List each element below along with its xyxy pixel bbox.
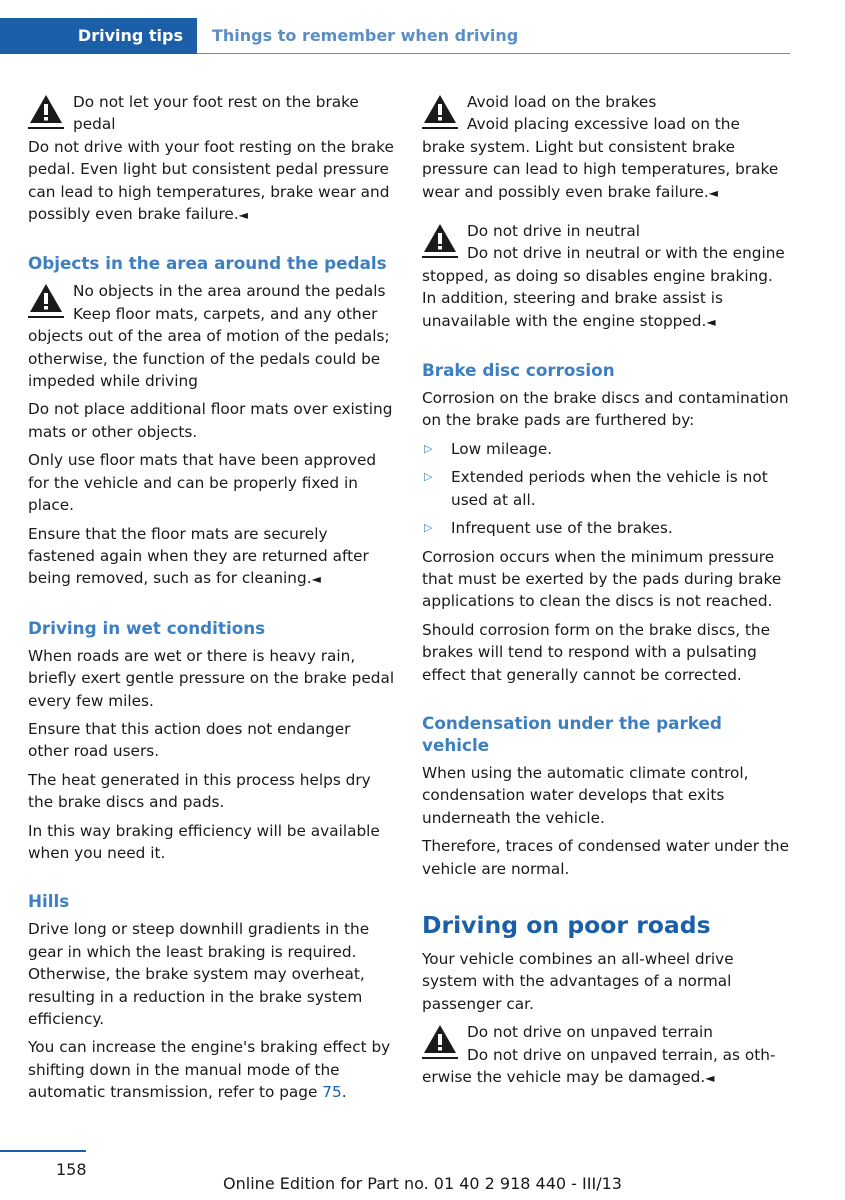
- warning-triangle-icon: [28, 282, 64, 320]
- warning-title: Do not drive in neutral: [467, 222, 641, 241]
- heading-wet-conditions: Driving in wet conditions: [28, 617, 266, 638]
- bullet-triangle-icon: ▷: [424, 521, 433, 535]
- warning-unpaved-terrain: [422, 1021, 790, 1089]
- section-tab: Driving tips: [0, 18, 197, 54]
- warning-foot-on-brake: [28, 91, 396, 226]
- list-item: [422, 466, 790, 511]
- warning-body: erwise the vehicle may be damaged.: [422, 1068, 706, 1086]
- paragraph: When using the automatic climate control, condensation water develops that exits underneath the vehicle.: [422, 763, 749, 827]
- list-item-text: Infrequent use of the brakes.: [451, 519, 673, 538]
- page-number: 158: [56, 1160, 87, 1179]
- end-mark: ◄: [311, 572, 321, 587]
- heading-condensation: Condensation under the parked vehicle: [422, 712, 722, 755]
- heading-driving-poor-roads: Driving on poor roads: [422, 910, 711, 939]
- warning-body: stopped, as doing so disables engine braking. In addition, steering and brake assist is unavailable with the engine stopped.: [422, 266, 773, 330]
- page-header: [0, 18, 790, 54]
- warning-lead: Avoid placing excessive load on the: [467, 115, 740, 134]
- bullet-triangle-icon: ▷: [424, 441, 433, 455]
- left-column: [28, 91, 396, 1110]
- paragraph: Your vehicle combines an all-wheel drive system with the advantages of a normal passenger car.: [422, 949, 734, 1013]
- paragraph: You can increase the engine's braking effect by shifting down in the manual mode of the automatic transmission, refer to page: [28, 1038, 391, 1102]
- paragraph: Ensure that the floor mats are securely fastened again when they are returned after being removed, such as for cleaning.: [28, 524, 369, 588]
- warning-body: Do not drive with your foot resting on the brake pedal. Even light but consistent pedal pressure can lead to high temperatures, brake wear and possibly even brake failure.: [28, 137, 394, 224]
- list-item-text: Low mileage.: [451, 439, 553, 458]
- paragraph: Should corrosion form on the brake discs, the brakes will tend to respond with a pulsating effect that generally cannot be corrected.: [422, 620, 771, 684]
- punctuation: .: [341, 1083, 347, 1102]
- edition-footer: Online Edition for Part no. 01 40 2 918 440 - III/13: [223, 1174, 622, 1193]
- warning-load-brakes: [422, 91, 790, 204]
- warning-triangle-icon: [422, 222, 458, 260]
- paragraph: In this way braking efficiency will be available when you need it.: [28, 821, 380, 862]
- warning-body: objects out of the area of motion of the pedals; otherwise, the function of the pedals could be impeded while driving: [28, 327, 390, 391]
- paragraph: Drive long or steep downhill gradients in the gear in which the least braking is required. Otherwise, the brake system may overheat, resulting in a reduction in the brake system efficiency.: [28, 920, 370, 1028]
- heading-brake-disc-corrosion: Brake disc corrosion: [422, 360, 615, 381]
- warning-lead: Do not drive on unpaved terrain, as oth-: [467, 1045, 776, 1064]
- warning-title: No objects in the area around the pedals: [73, 282, 386, 301]
- end-mark: ◄: [708, 185, 719, 200]
- paragraph: The heat generated in this process helps dry the brake discs and pads.: [28, 770, 371, 812]
- paragraph: Ensure that this action does not endanger other road users.: [28, 719, 351, 761]
- list-item: [422, 517, 790, 539]
- paragraph: When roads are wet or there is heavy rain, briefly exert gentle pressure on the brake pedal every few miles.: [28, 646, 395, 710]
- warning-objects-pedals: [28, 280, 396, 392]
- warning-title: Do not drive on unpaved terrain: [467, 1023, 713, 1042]
- subsection-title: Things to remember when driving: [212, 26, 519, 45]
- warning-triangle-icon: [422, 1023, 458, 1061]
- page-link-75[interactable]: 75: [322, 1083, 342, 1102]
- end-mark: ◄: [706, 314, 716, 329]
- end-mark: ◄: [238, 208, 248, 223]
- list-item: [422, 438, 790, 460]
- paragraph: Only use floor mats that have been approved for the vehicle and can be properly fixed in place.: [28, 451, 377, 515]
- warning-triangle-icon: [422, 93, 458, 131]
- list-item-text: Extended periods when the vehicle is not used at all.: [451, 468, 768, 509]
- paragraph: Corrosion on the brake discs and contamination on the brake pads are furthered by:: [422, 389, 789, 430]
- bullet-list: [422, 438, 790, 540]
- warning-body: brake system. Light but consistent brake pressure can lead to high temperatures, brake wear and possibly even brake failure.: [422, 137, 779, 201]
- end-mark: ◄: [705, 1071, 715, 1085]
- warning-triangle-icon: [28, 93, 64, 131]
- paragraph: Corrosion occurs when the minimum pressure that must be exerted by the pads during brake applications to clean the discs is not reached.: [422, 547, 782, 611]
- warning-title: Avoid load on the brakes: [467, 93, 657, 111]
- warning-lead: Keep floor mats, carpets, and any other: [73, 304, 378, 323]
- warning-title: Do not let your foot rest on the brake pedal: [73, 93, 359, 134]
- heading-pedals: Objects in the area around the pedals: [28, 253, 387, 274]
- footer-rule: [0, 1150, 86, 1152]
- header-rule: [197, 53, 790, 54]
- bullet-triangle-icon: ▷: [424, 470, 433, 484]
- heading-hills: Hills: [28, 891, 70, 912]
- paragraph: Therefore, traces of condensed water under the vehicle are normal.: [422, 837, 790, 878]
- right-column: [422, 91, 790, 1095]
- warning-lead: Do not drive in neutral or with the engine: [467, 244, 785, 263]
- paragraph: Do not place additional floor mats over existing mats or other objects.: [28, 400, 393, 441]
- warning-neutral: [422, 220, 790, 333]
